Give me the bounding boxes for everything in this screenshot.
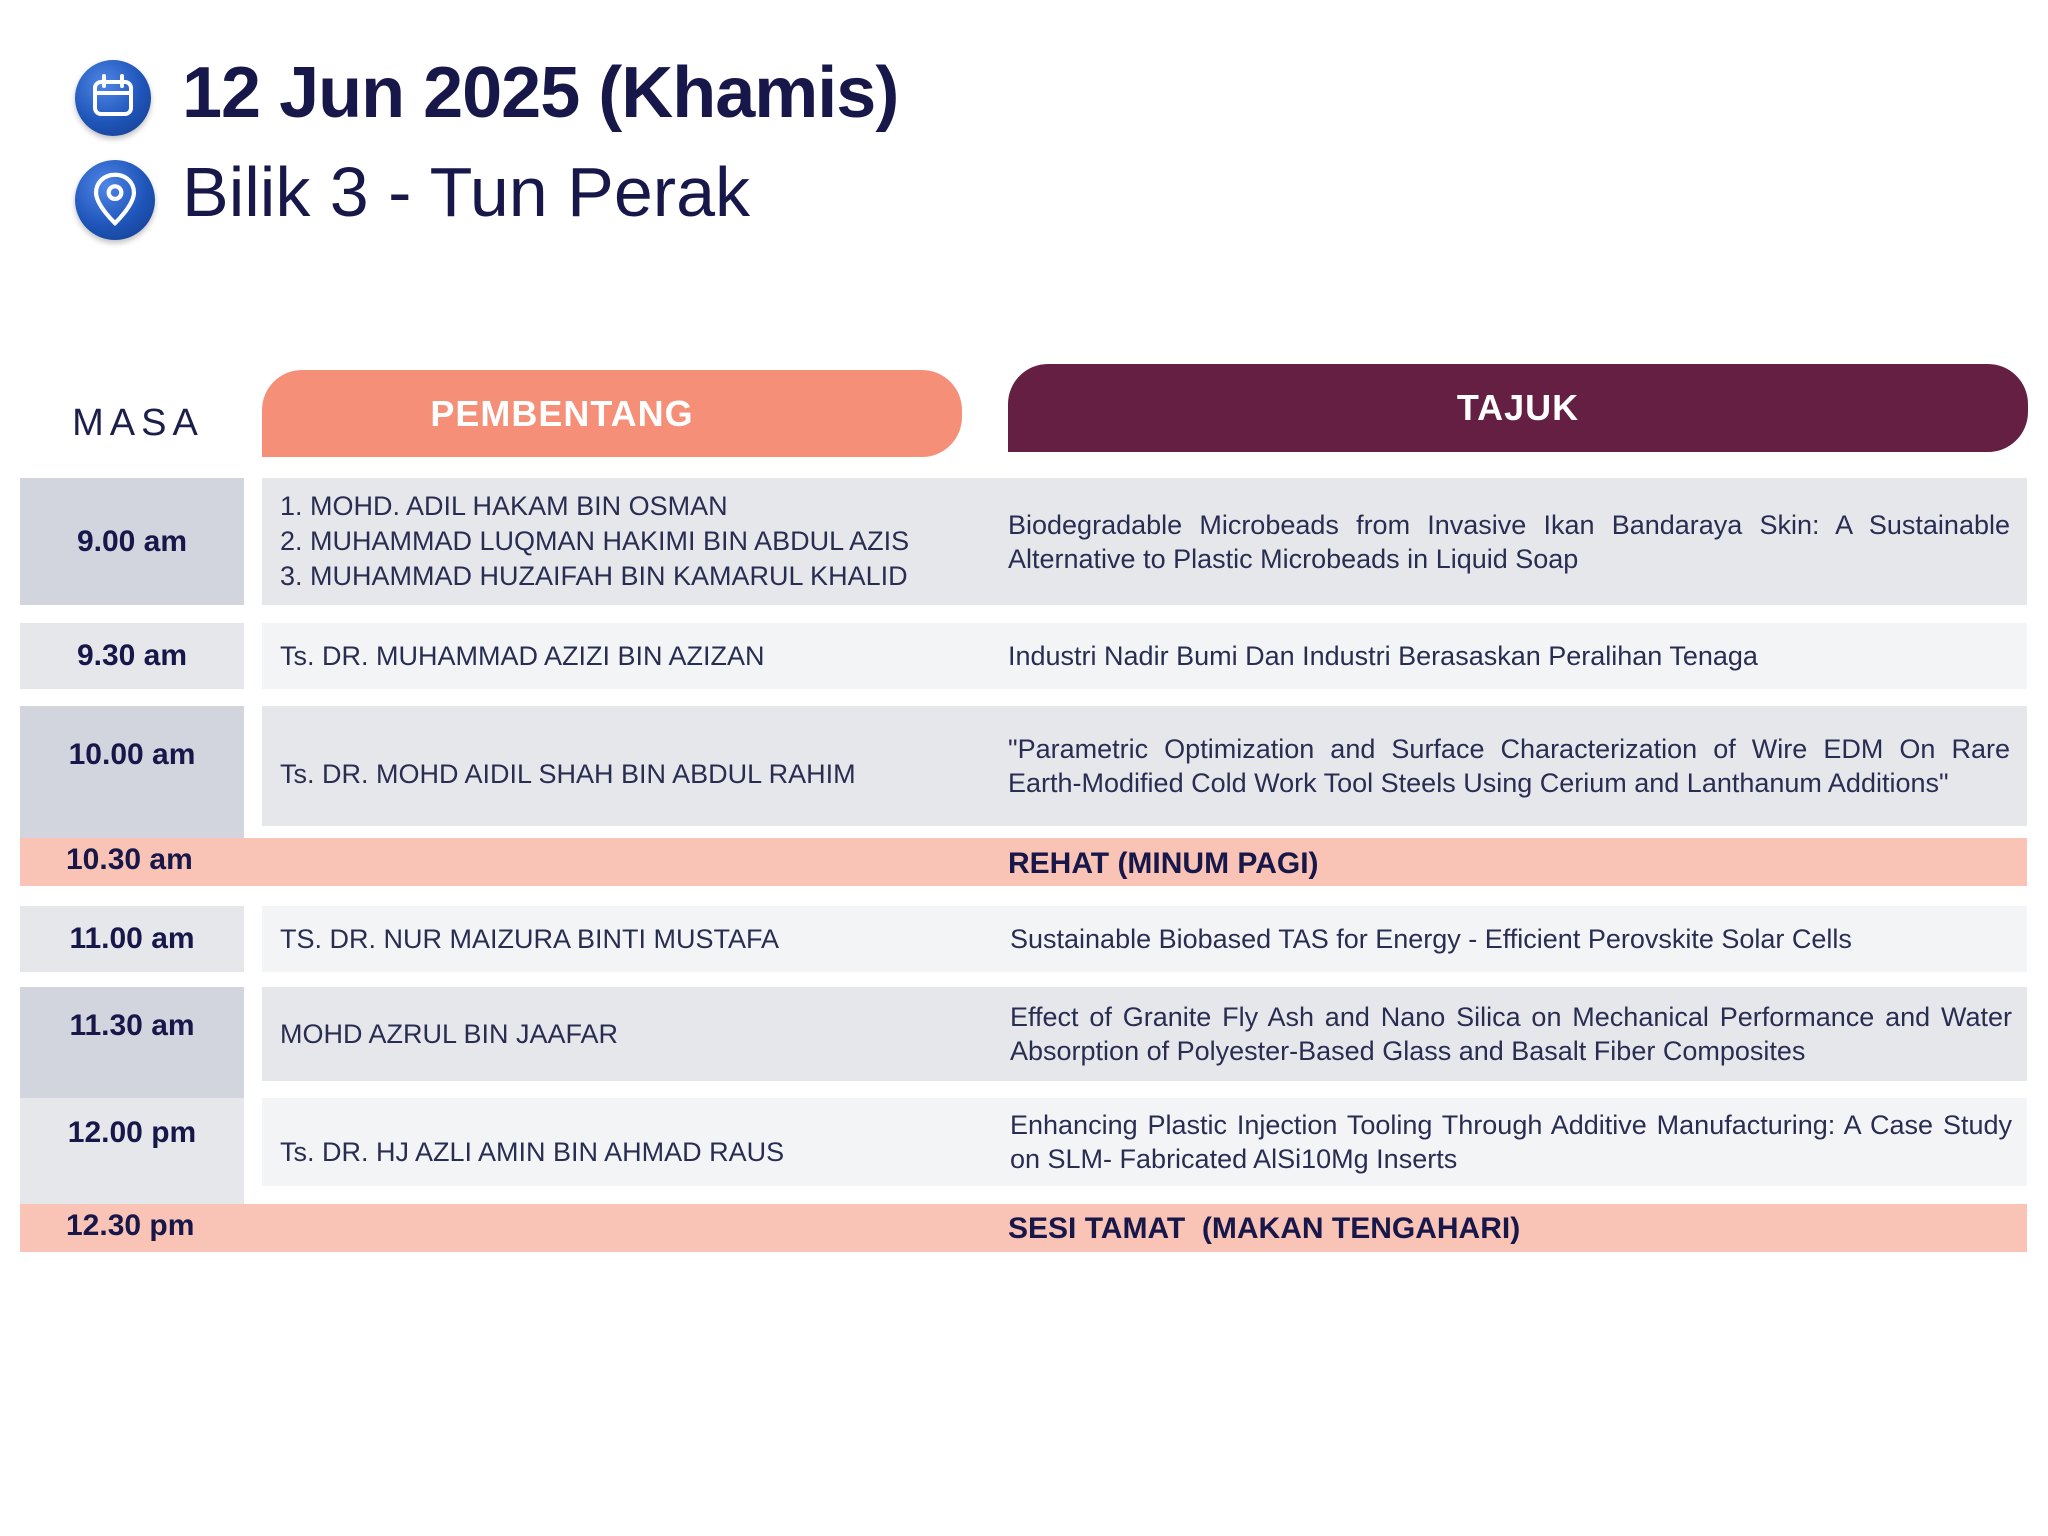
column-header-speaker-label: PEMBENTANG: [430, 393, 694, 434]
column-header-topic-label: TAJUK: [1456, 387, 1580, 428]
time-label: 12.00 pm: [67, 1116, 197, 1149]
speaker-name: Ts. DR. MOHD AIDIL SHAH BIN ABDUL RAHIM: [280, 758, 856, 789]
topic-text: Sustainable Biobased TAS for Energy - Efficient Perovskite Solar Cells: [1010, 924, 1852, 954]
topic-cell: [1008, 623, 2010, 689]
location-pin-icon: [75, 160, 155, 240]
speaker-name: Ts. DR. HJ AZLI AMIN BIN AHMAD RAUS: [280, 1136, 785, 1167]
topic-cell: [1010, 987, 2012, 1081]
topic-text: Enhancing Plastic Injection Tooling Through Additive Manufacturing: A Case Study on SLM- Fabricated AlSi10Mg Inserts: [1010, 1110, 2012, 1174]
time-label: 11.30 am: [69, 1009, 195, 1042]
speaker-list: [280, 1098, 980, 1196]
speaker-list: [280, 987, 980, 1081]
topic-text: Effect of Granite Fly Ash and Nano Silica on Mechanical Performance and Water Absorption of Polyester-Based Glass and Basalt Fiber Composites: [1010, 1002, 2012, 1066]
topic-text: Industri Nadir Bumi Dan Industri Berasaskan Peralihan Tenaga: [1008, 641, 1758, 671]
break-label: SESI TAMAT (MAKAN TENGAHARI): [1008, 1212, 1521, 1245]
speaker-name: 3. MUHAMMAD HUZAIFAH BIN KAMARUL KHALID: [280, 561, 908, 591]
topic-cell: [1008, 478, 2010, 605]
time-cell: [20, 906, 244, 972]
topic-text: "Parametric Optimization and Surface Characterization of Wire EDM On Rare Earth-Modified Cold Work Tool Steels Using Cerium and Lanthanum Additions": [1008, 734, 2010, 798]
venue-label: Bilik 3 - Tun Perak: [182, 153, 750, 231]
time-cell: [20, 623, 244, 689]
speaker-list: [280, 906, 980, 972]
topic-text: Biodegradable Microbeads from Invasive Ikan Bandaraya Skin: A Sustainable Alternative to Plastic Microbeads in Liquid Soap: [1008, 509, 2010, 574]
time-label: 9.00 am: [76, 524, 188, 558]
time-label: 11.00 am: [69, 922, 195, 955]
topic-cell: [1008, 706, 2010, 826]
time-label: 10.00 am: [68, 738, 196, 771]
column-header-speaker: [262, 370, 962, 457]
column-header-topic: [1008, 364, 2028, 452]
time-label: 9.30 am: [76, 639, 188, 672]
speaker-name: Ts. DR. MUHAMMAD AZIZI BIN AZIZAN: [280, 640, 765, 671]
speaker-name: 2. MUHAMMAD LUQMAN HAKIMI BIN ABDUL AZIS: [280, 526, 910, 556]
break-time: 12.30 pm: [66, 1209, 195, 1242]
speaker-name: 1. MOHD. ADIL HAKAM BIN OSMAN: [280, 491, 728, 521]
topic-cell: [1010, 906, 2012, 972]
break-time: 10.30 am: [66, 843, 193, 876]
calendar-icon: [75, 60, 151, 136]
column-header-time: MASA: [72, 402, 204, 444]
page-title: 12 Jun 2025 (Khamis): [182, 53, 899, 133]
speaker-list: [280, 706, 980, 834]
time-cell: [20, 706, 244, 858]
time-cell: [20, 987, 244, 1103]
time-cell: [20, 478, 244, 605]
speaker-name: TS. DR. NUR MAIZURA BINTI MUSTAFA: [280, 923, 780, 954]
speaker-list: [280, 478, 980, 605]
speaker-list: [280, 623, 980, 689]
break-label: REHAT (MINUM PAGI): [1008, 847, 1319, 880]
time-cell: [20, 1098, 244, 1204]
speaker-name: MOHD AZRUL BIN JAAFAR: [280, 1018, 619, 1049]
topic-cell: [1010, 1098, 2012, 1186]
